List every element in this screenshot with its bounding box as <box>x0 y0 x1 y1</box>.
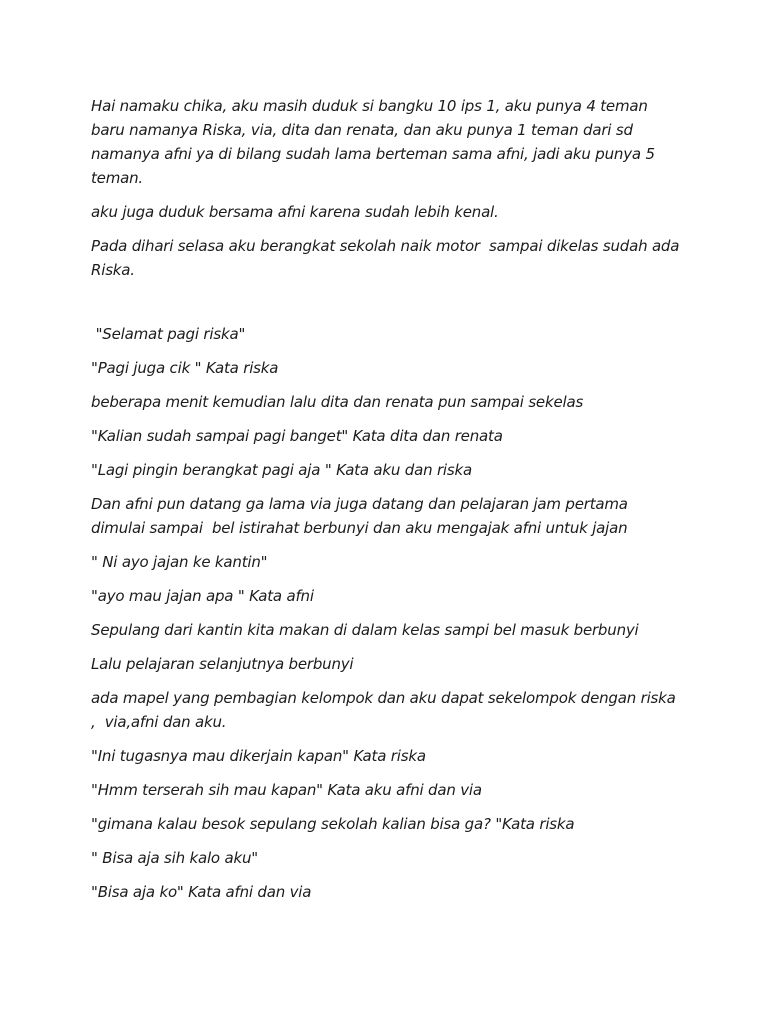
dialogue-line: " Ni ayo jajan ke kantin" <box>91 553 268 571</box>
paragraph-line: Sepulang dari kantin kita makan di dalam kelas sampi bel masuk berbunyi <box>91 621 639 639</box>
dialogue-line: "Hmm terserah sih mau kapan" Kata aku afni dan via <box>91 781 482 799</box>
paragraph-seat: aku juga duduk bersama afni karena sudah lebih kenal. <box>91 203 499 221</box>
paragraph-tuesday: Pada dihari selasa aku berangkat sekolah naik motor sampai dikelas sudah ada Riska. <box>91 237 684 279</box>
dialogue-line: "Ini tugasnya mau dikerjain kapan" Kata riska <box>91 747 426 765</box>
dialogue-line: "Kalian sudah sampai pagi banget" Kata dita dan renata <box>91 427 503 445</box>
paragraph-line: Dan afni pun datang ga lama via juga datang dan pelajaran jam pertama dimulai sampai bel istirahat berbunyi dan aku mengajak afni untuk jajan <box>91 495 633 537</box>
story-text <box>91 94 684 914</box>
dialogue-line: "Selamat pagi riska" <box>91 325 246 343</box>
dialogue-line: "Bisa aja ko" Kata afni dan via <box>91 883 312 901</box>
dialogue-line: "gimana kalau besok sepulang sekolah kalian bisa ga? "Kata riska <box>91 815 575 833</box>
paragraph-line: Lalu pelajaran selanjutnya berbunyi <box>91 655 354 673</box>
dialogue-line: " Bisa aja sih kalo aku" <box>91 849 258 867</box>
dialogue-line: "Lagi pingin berangkat pagi aja " Kata aku dan riska <box>91 461 472 479</box>
dialogue-line: "Pagi juga cik " Kata riska <box>91 359 279 377</box>
dialogue-line: "ayo mau jajan apa " Kata afni <box>91 587 314 605</box>
paragraph-intro: Hai namaku chika, aku masih duduk si bangku 10 ips 1, aku punya 4 teman baru namanya Riska, via, dita dan renata, dan aku punya 1 teman dari sd namanya afni ya di bilang sudah lama berteman sama afni, jadi aku punya 5 teman. <box>91 97 660 187</box>
paragraph-line: ada mapel yang pembagian kelompok dan aku dapat sekelompok dengan riska , via,afni dan aku. <box>91 689 681 731</box>
paragraph-line: beberapa menit kemudian lalu dita dan renata pun sampai sekelas <box>91 393 584 411</box>
